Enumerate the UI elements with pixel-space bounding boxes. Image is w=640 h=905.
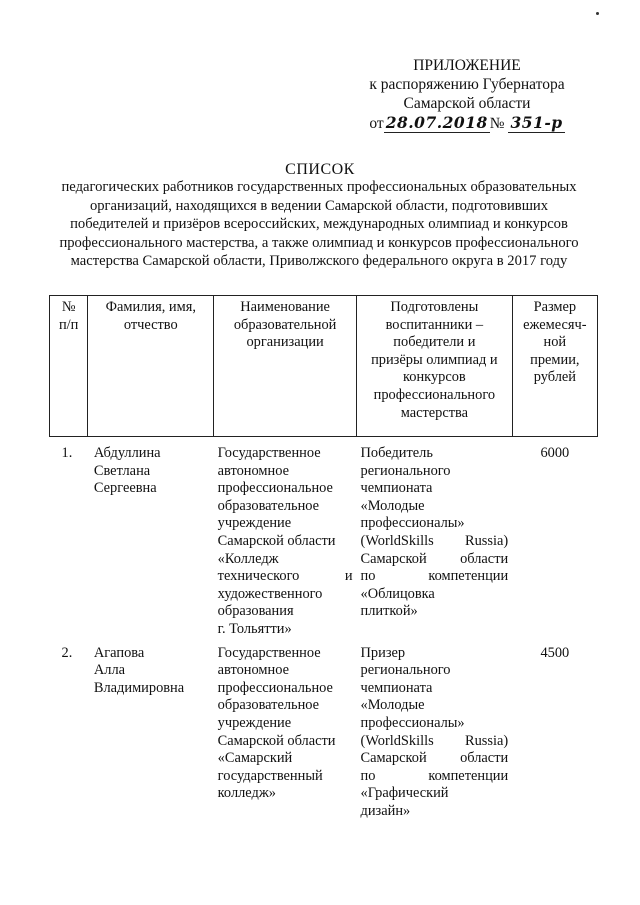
achievement-line: дизайн»	[360, 802, 411, 819]
achievement-line: чемпионата	[360, 679, 433, 696]
bonus-amount: 4500	[540, 644, 570, 661]
org-line: г. Тольятти»	[217, 620, 292, 637]
achievement-line: (WorldSkills Russia)	[360, 732, 509, 749]
appendix-block	[352, 56, 582, 133]
header-text: Фамилия, имя,	[105, 299, 196, 315]
name-line: Абдуллина	[93, 445, 161, 461]
bonus-amount: 6000	[540, 445, 570, 461]
appendix-line: Самарской области	[403, 95, 531, 112]
teacher-name	[88, 437, 214, 639]
org-line: учреждение	[217, 714, 292, 731]
scan-speck	[596, 12, 599, 15]
header-bonus	[512, 296, 597, 437]
subtitle-line: мастерства Самарской области, Приволжского федерального округа в 2017 году	[70, 253, 568, 270]
header-text: конкурсов	[403, 369, 466, 386]
org-line: автономное	[217, 662, 289, 679]
header-text: победители и	[393, 334, 476, 351]
header-text: отчество	[123, 316, 178, 333]
achievement-line: «Облицовка	[360, 585, 435, 602]
header-text: премии,	[530, 351, 580, 368]
order-date: 28.07.2018	[385, 113, 488, 132]
header-text: рублей	[533, 369, 576, 386]
document-title: СПИСОК	[285, 161, 355, 178]
achievement-line: «Молодые	[360, 697, 425, 714]
row-number: 2.	[61, 644, 73, 661]
order-number: 351-р	[510, 113, 563, 132]
header-text: воспитанники –	[385, 316, 484, 333]
org-line: образовательное	[217, 497, 320, 514]
order-reference	[352, 113, 582, 133]
header-text: п/п	[58, 316, 79, 333]
org-line: автономное	[217, 462, 289, 479]
achievement-line: чемпионата	[360, 480, 433, 497]
org-line: художественного	[217, 585, 323, 602]
appendix-line: к распоряжению Губернатора	[369, 76, 565, 93]
achievement	[357, 639, 513, 821]
subtitle-line: профессионального мастерства, а также олимпиад и конкурсов профессионального	[59, 234, 579, 251]
header-num	[50, 296, 88, 437]
table-row	[50, 639, 598, 821]
org-line: технического и	[217, 568, 353, 585]
achievement-line: (WorldSkills Russia)	[360, 532, 509, 549]
achievement-line: плиткой»	[360, 603, 418, 620]
achievement-line: регионального	[360, 662, 451, 679]
org-line: «Самарский	[217, 750, 293, 767]
teachers-table	[49, 295, 598, 820]
appendix-title: ПРИЛОЖЕНИЕ	[413, 57, 521, 74]
document-subtitle	[58, 178, 580, 271]
row-number: 1.	[61, 445, 73, 461]
org-line: образования	[217, 603, 294, 620]
achievement-line: «Графический	[360, 785, 449, 802]
teacher-name	[88, 639, 214, 821]
header-text: №	[61, 299, 76, 315]
header-prepared	[357, 296, 513, 437]
org-line: профессиональное	[217, 679, 333, 696]
organization	[214, 639, 357, 821]
achievement-line: регионального	[360, 462, 451, 479]
header-text: Размер	[533, 299, 577, 315]
achievement-line: «Молодые	[360, 497, 425, 514]
subtitle-line: победителей и призёров всероссийских, международных олимпиад и конкурсов	[70, 216, 568, 233]
org-line: «Колледж	[217, 550, 279, 567]
header-text: образовательной	[233, 316, 337, 333]
achievement-line: по компетенции	[360, 568, 509, 585]
header-text: ежемесяч-	[523, 316, 587, 333]
header-org	[214, 296, 357, 437]
header-text: ной	[543, 334, 567, 351]
org-line: учреждение	[217, 515, 292, 532]
header-text: профессионального	[373, 386, 496, 403]
subtitle-line: педагогических работников государственных профессиональных образовательных	[61, 179, 577, 195]
achievement-line: Победитель	[360, 445, 433, 461]
org-line: Государственное	[217, 644, 321, 661]
table-row	[50, 437, 598, 639]
table-header-row	[50, 296, 598, 437]
achievement-line: Призер	[360, 644, 406, 661]
org-line: государственный	[217, 767, 323, 784]
org-line: профессиональное	[217, 480, 333, 497]
achievement-line: Самарской области	[360, 750, 509, 767]
achievement-line: по компетенции	[360, 767, 509, 784]
header-text: Наименование	[240, 299, 330, 315]
org-line: образовательное	[217, 697, 320, 714]
achievement	[357, 437, 513, 639]
header-text: призёры олимпиад и	[371, 351, 498, 368]
achievement-line: Самарской области	[360, 550, 509, 567]
name-line: Светлана	[93, 462, 151, 479]
header-text: мастерства	[400, 404, 469, 421]
order-number-sign: №	[489, 115, 505, 132]
org-line: Самарской области	[217, 532, 336, 549]
org-line: Самарской области	[217, 732, 336, 749]
organization	[214, 437, 357, 639]
achievement-line: профессионалы»	[360, 714, 465, 731]
order-prefix: от	[369, 115, 384, 132]
header-name	[88, 296, 214, 437]
org-line: Государственное	[217, 445, 321, 461]
name-line: Агапова	[93, 644, 145, 661]
achievement-line: профессионалы»	[360, 515, 465, 532]
name-line: Владимировна	[93, 679, 185, 696]
name-line: Алла	[93, 662, 126, 679]
subtitle-line: организаций, находящихся в ведении Самарской области, подготовивших	[89, 197, 549, 214]
org-line: колледж»	[217, 785, 276, 802]
name-line: Сергеевна	[93, 480, 157, 497]
header-text: Подготовлены	[390, 299, 479, 315]
header-text: организации	[246, 334, 324, 351]
